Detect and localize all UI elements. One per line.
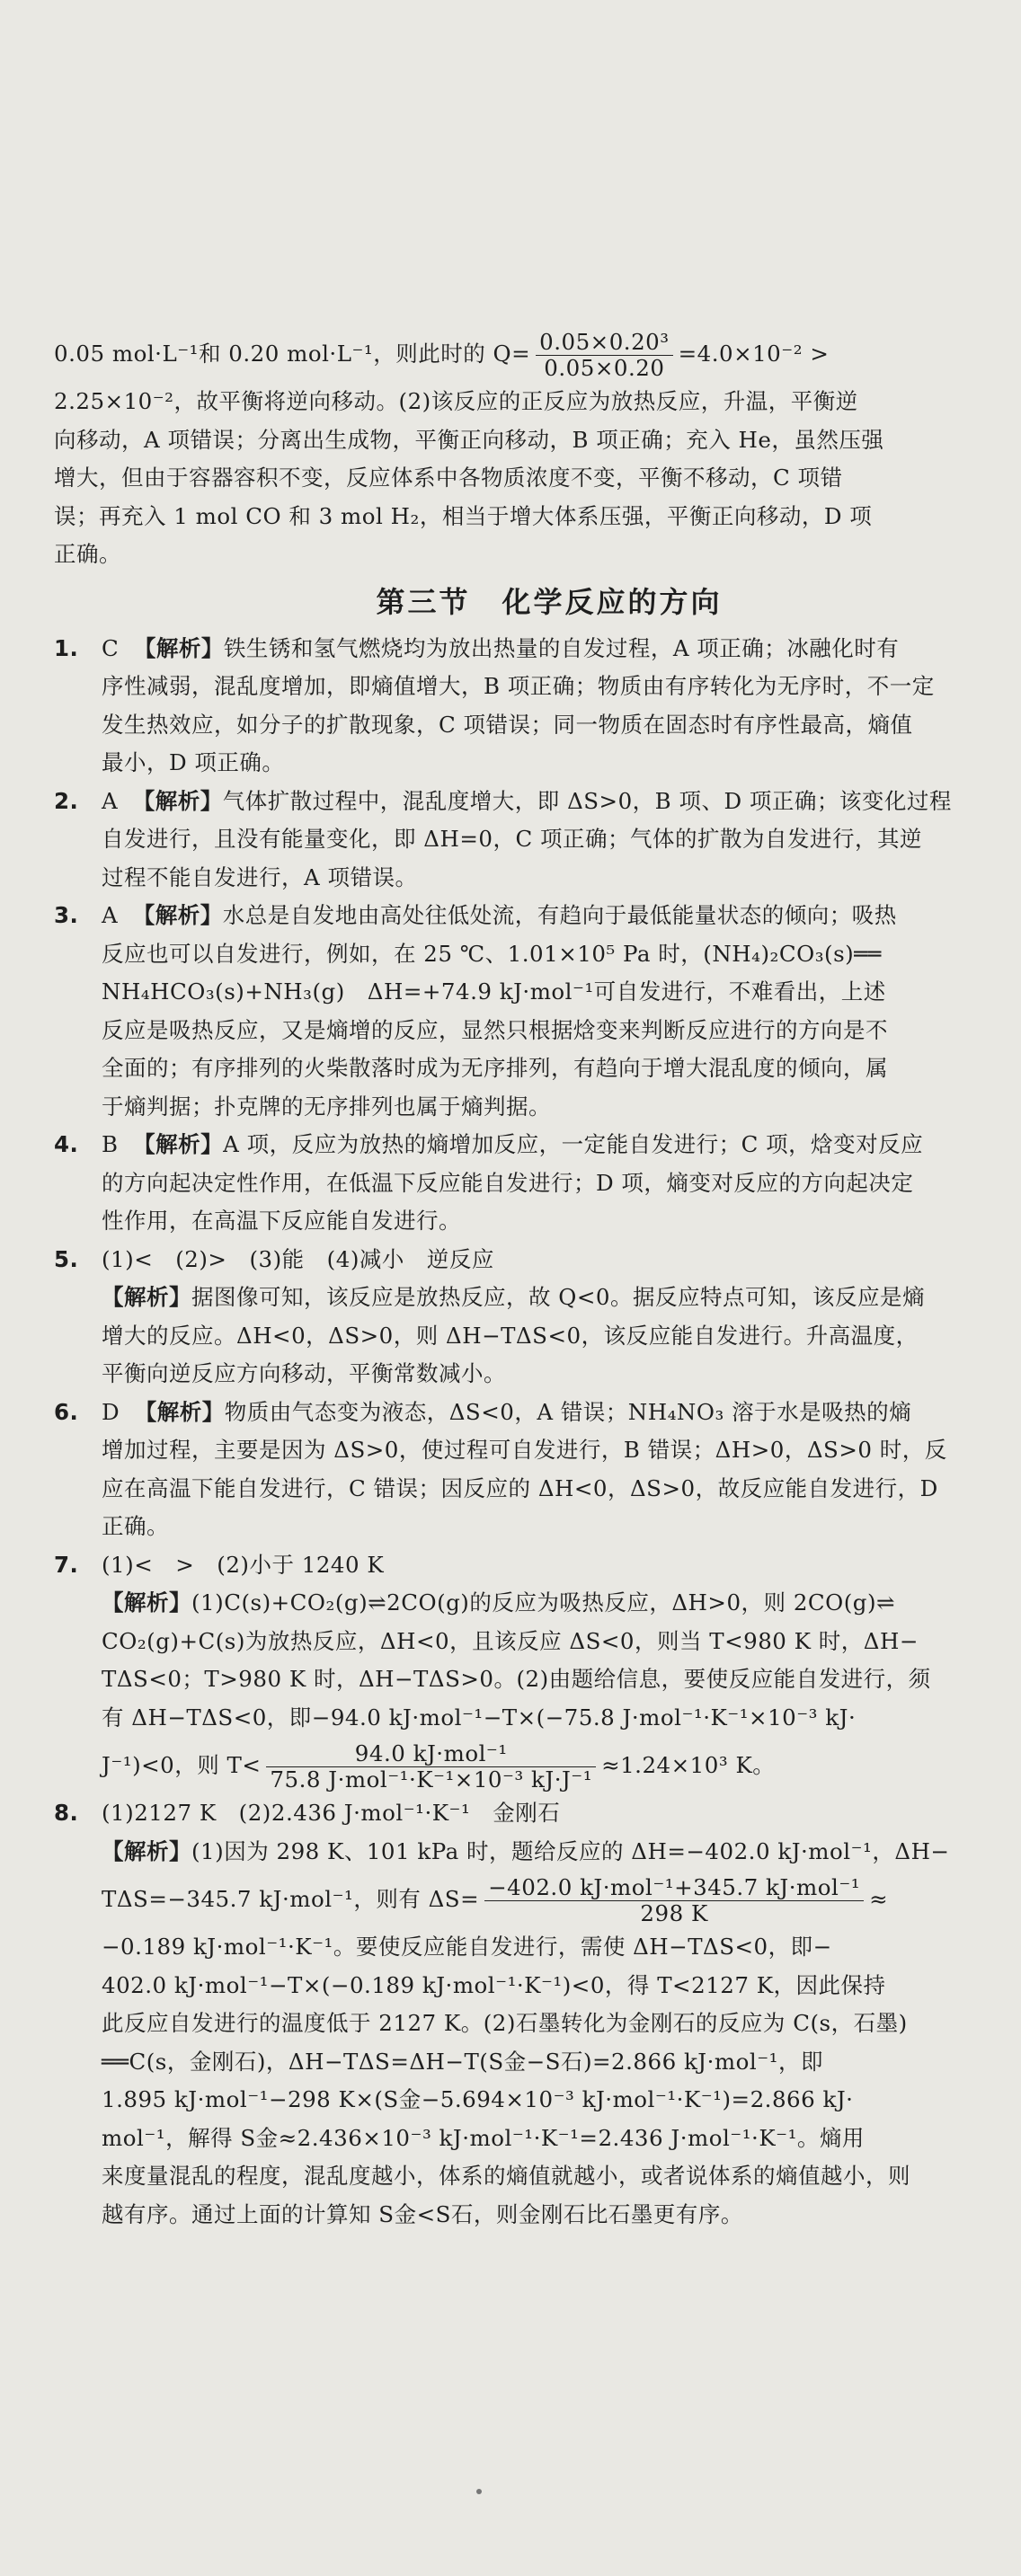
item-line: 应在高温下能自发进行，C 错误；因反应的 ΔH<0，ΔS>0，故反应能自发进行，D bbox=[102, 1474, 938, 1501]
item-answer: (1)< (2)> (3)能 (4)减小 逆反应 bbox=[102, 1245, 494, 1272]
item-line: 来度量混乱的程度，混乱度越小，体系的熵值就越小，或者说体系的熵值越小，则 bbox=[102, 2163, 910, 2189]
item-number: 7. bbox=[54, 1551, 79, 1578]
intro-text: =4.0×10⁻² > bbox=[678, 341, 830, 367]
intro-line: 正确。 bbox=[54, 541, 121, 567]
section-title: 第三节 化学反应的方向 bbox=[376, 584, 723, 619]
item-text: (1)C(s)+CO₂(g)⇌2CO(g)的反应为吸热反应，ΔH>0，则 2CO(g)⇌ bbox=[191, 1589, 896, 1616]
item-line: 全面的；有序排列的火柴散落时成为无序排列，有趋向于增大混乱度的倾向，属 bbox=[102, 1055, 888, 1081]
item-text: TΔS=−345.7 kJ·mol⁻¹，则有 ΔS= bbox=[102, 1886, 480, 1912]
analysis-tag: 【解析】 bbox=[133, 634, 224, 661]
item-line: 序性减弱，混乱度增加，即熵值增大，B 项正确；物质由有序转化为无序时，不一定 bbox=[102, 673, 935, 699]
analysis-tag: 【解析】 bbox=[132, 787, 223, 814]
answer-item bbox=[54, 897, 963, 1126]
item-text: J⁻¹)<0，则 T< bbox=[102, 1752, 262, 1778]
temperature-fraction-line bbox=[54, 1737, 963, 1794]
item-answer: A bbox=[102, 902, 119, 928]
item-text: (1)因为 298 K、101 kPa 时，题给反应的 ΔH=−402.0 kJ·mol⁻¹，ΔH− bbox=[191, 1837, 950, 1864]
q-fraction bbox=[536, 330, 672, 381]
analysis-tag: 【解析】 bbox=[102, 1284, 191, 1310]
item-line: CO₂(g)+C(s)为放热反应，ΔH<0，且该反应 ΔS<0，则当 T<980 K 时，ΔH− bbox=[102, 1627, 919, 1654]
intro-line: 2.25×10⁻²，故平衡将逆向移动。(2)该反应的正反应为放热反应，升温，平衡逆 bbox=[54, 388, 858, 414]
q-denominator: 0.05×0.20 bbox=[544, 355, 665, 381]
intro-line: 增大，但由于容器容积不变，反应体系中各物质浓度不变，平衡不移动，C 项错 bbox=[54, 465, 843, 491]
item-line: 此反应自发进行的温度低于 2127 K。(2)石墨转化为金刚石的反应为 C(s，石墨) bbox=[102, 2010, 908, 2036]
item-text: ≈1.24×10³ K。 bbox=[601, 1752, 776, 1778]
item-line: 1.895 kJ·mol⁻¹−298 K×(S金−5.694×10⁻³ kJ·mol⁻¹·K⁻¹)=2.866 kJ· bbox=[102, 2086, 854, 2112]
answer-item bbox=[54, 783, 963, 898]
item-line: 于熵判据；扑克牌的无序排列也属于熵判据。 bbox=[102, 1093, 551, 1120]
item-text: ≈ bbox=[869, 1886, 889, 1912]
analysis-tag: 【解析】 bbox=[102, 1589, 191, 1616]
analysis-tag: 【解析】 bbox=[134, 1398, 225, 1425]
item-text: A 项，反应为放热的熵增加反应，一定能自发进行；C 项，焓变对反应 bbox=[223, 1131, 924, 1157]
item-line: 增加过程，主要是因为 ΔS>0，使过程可自发进行，B 错误；ΔH>0，ΔS>0 时，反 bbox=[102, 1437, 947, 1463]
entropy-fraction-line bbox=[54, 1871, 963, 1928]
analysis-tag: 【解析】 bbox=[133, 1131, 224, 1157]
item-line: 的方向起决定性作用，在低温下反应能自发进行；D 项，熵变对反应的方向起决定 bbox=[102, 1169, 914, 1196]
intro-text: 0.05 mol·L⁻¹和 0.20 mol·L⁻¹，则此时的 Q= bbox=[54, 341, 531, 367]
item-number: 8. bbox=[54, 1800, 79, 1826]
item-line: 自发进行，且没有能量变化，即 ΔH=0，C 项正确；气体的扩散为自发进行，其逆 bbox=[102, 826, 922, 852]
item-text: 水总是自发地由高处往低处流，有趋向于最低能量状态的倾向；吸热 bbox=[222, 902, 897, 928]
item-text: 铁生锈和氢气燃烧均为放出热量的自发过程，A 项正确；冰融化时有 bbox=[223, 634, 900, 661]
item-line: 越有序。通过上面的计算知 S金<S石，则金刚石比石墨更有序。 bbox=[102, 2200, 743, 2227]
item-answer: B bbox=[102, 1131, 119, 1157]
intro-line: 向移动，A 项错误；分离出生成物，平衡正向移动，B 项正确；充入 He，虽然压强 bbox=[54, 426, 884, 453]
item-answer: C bbox=[102, 634, 120, 661]
item-number: 3. bbox=[54, 902, 79, 928]
item-line: 过程不能自发进行，A 项错误。 bbox=[102, 863, 418, 890]
item-line: 平衡向逆反应方向移动，平衡常数减小。 bbox=[102, 1360, 506, 1386]
answer-item bbox=[54, 1241, 963, 1394]
item-line: −0.189 kJ·mol⁻¹·K⁻¹。要使反应能自发进行，需使 ΔH−TΔS<0，即− bbox=[102, 1934, 832, 1960]
item-line: 发生热效应，如分子的扩散现象，C 项错误；同一物质在固态时有序性最高，熵值 bbox=[102, 711, 913, 738]
scan-speck bbox=[476, 2489, 482, 2494]
answer-item bbox=[54, 1126, 963, 1241]
answer-item bbox=[54, 1546, 963, 1795]
item-number: 1. bbox=[54, 634, 79, 661]
item-line: 402.0 kJ·mol⁻¹−T×(−0.189 kJ·mol⁻¹·K⁻¹)<0，得 T<2127 K，因此保持 bbox=[102, 1971, 886, 1998]
temperature-fraction bbox=[266, 1741, 596, 1793]
answer-item bbox=[54, 630, 963, 783]
item-number: 4. bbox=[54, 1131, 79, 1157]
item-answer: D bbox=[102, 1398, 120, 1425]
item-answer: (1)< > (2)小于 1240 K bbox=[102, 1551, 385, 1578]
item-line: 性作用，在高温下反应能自发进行。 bbox=[102, 1208, 461, 1234]
answer-text bbox=[54, 325, 963, 2234]
intro-q-line bbox=[54, 325, 963, 383]
item-line: NH₄HCO₃(s)+NH₃(g) ΔH=+74.9 kJ·mol⁻¹可自发进行，不难看出，上述 bbox=[102, 978, 886, 1005]
intro-line: 误；再充入 1 mol CO 和 3 mol H₂，相当于增大体系压强，平衡正向移动，D 项 bbox=[54, 502, 873, 529]
fraction-denominator: 298 K bbox=[640, 1900, 708, 1926]
item-line: TΔS<0；T>980 K 时，ΔH−TΔS>0。(2)由题给信息，要使反应能自发进行，须 bbox=[102, 1666, 931, 1692]
item-text: 气体扩散过程中，混乱度增大，即 ΔS>0，B 项、D 项正确；该变化过程 bbox=[222, 787, 952, 814]
answer-item bbox=[54, 1794, 963, 2234]
q-numerator: 0.05×0.20³ bbox=[536, 330, 672, 356]
item-line: mol⁻¹，解得 S金≈2.436×10⁻³ kJ·mol⁻¹·K⁻¹=2.436 J·mol⁻¹·K⁻¹。熵用 bbox=[102, 2124, 865, 2151]
item-line: 最小，D 项正确。 bbox=[102, 749, 285, 775]
analysis-tag: 【解析】 bbox=[102, 1837, 191, 1864]
item-line: ══C(s，金刚石)，ΔH−TΔS=ΔH−T(S金−S石)=2.866 kJ·mol⁻¹，即 bbox=[102, 2048, 823, 2075]
item-answer: (1)2127 K (2)2.436 J·mol⁻¹·K⁻¹ 金刚石 bbox=[102, 1800, 561, 1826]
item-line: 正确。 bbox=[102, 1513, 169, 1539]
item-line: 增大的反应。ΔH<0，ΔS>0，则 ΔH−TΔS<0，该反应能自发进行。升高温度， bbox=[102, 1322, 919, 1349]
entropy-fraction bbox=[484, 1875, 864, 1926]
item-number: 2. bbox=[54, 787, 79, 814]
item-line: 反应也可以自发进行，例如，在 25 ℃、1.01×10⁵ Pa 时，(NH₄)₂CO₃(s)══ bbox=[102, 940, 882, 967]
item-line: 反应是吸热反应，又是熵增的反应，显然只根据焓变来判断反应进行的方向是不 bbox=[102, 1016, 888, 1043]
item-text: 据图像可知，该反应是放热反应，故 Q<0。据反应特点可知，该反应是熵 bbox=[191, 1284, 925, 1310]
item-number: 5. bbox=[54, 1245, 79, 1272]
analysis-tag: 【解析】 bbox=[132, 902, 223, 928]
item-number: 6. bbox=[54, 1398, 79, 1425]
fraction-numerator: −402.0 kJ·mol⁻¹+345.7 kJ·mol⁻¹ bbox=[484, 1875, 864, 1901]
item-line: 有 ΔH−TΔS<0，即−94.0 kJ·mol⁻¹−T×(−75.8 J·mol⁻¹·K⁻¹×10⁻³ kJ· bbox=[102, 1704, 857, 1731]
answer-item bbox=[54, 1394, 963, 1546]
item-answer: A bbox=[102, 787, 119, 814]
fraction-numerator: 94.0 kJ·mol⁻¹ bbox=[266, 1741, 596, 1767]
fraction-denominator: 75.8 J·mol⁻¹·K⁻¹×10⁻³ kJ·J⁻¹ bbox=[270, 1766, 593, 1793]
item-text: 物质由气态变为液态，ΔS<0，A 错误；NH₄NO₃ 溶于水是吸热的熵 bbox=[224, 1398, 912, 1425]
